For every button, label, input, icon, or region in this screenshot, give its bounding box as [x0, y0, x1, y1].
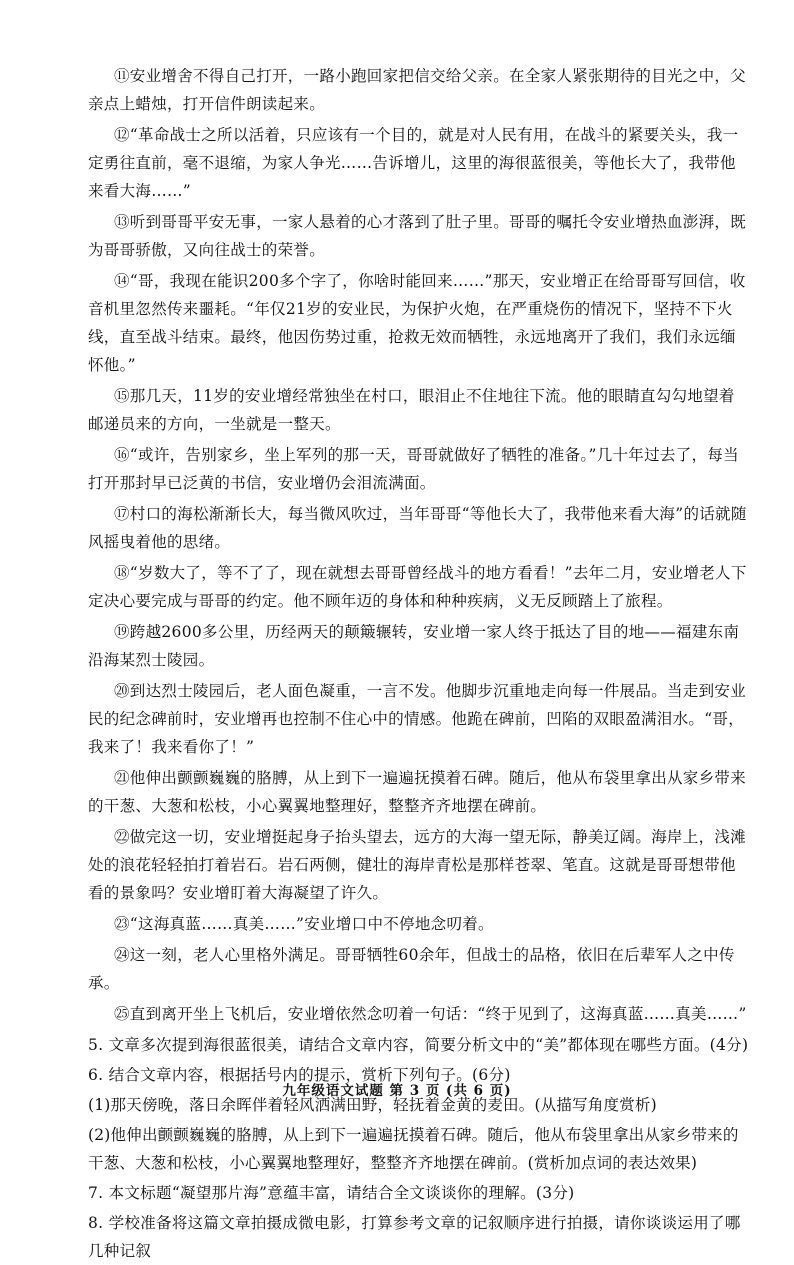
paragraph-18: ⑱“岁数大了，等不了了，现在就想去哥哥曾经战斗的地方看看！”去年二月，安业增老人下定决心要完成与哥哥的约定。他不顾年迈的身体和种种疾病，义无反顾踏上了旅程。	[88, 564, 747, 610]
paragraph-19: ⑲跨越2600多公里，历经两天的颠簸辗转，安业增一家人终于抵达了目的地——福建东南沿海某烈士陵园。	[88, 623, 740, 669]
paragraph-16: ⑯“或许，告别家乡，坐上军列的那一天，哥哥就做好了牺牲的准备。”几十年过去了，每当打开那封早已泛黄的书信，安业增仍会泪流满面。	[88, 446, 739, 492]
paragraph-15: ⑮那几天，11岁的安业增经常独坐在村口，眼泪止不住地往下流。他的眼睛直勾勾地望着邮递员来的方向，一坐就是一整天。	[88, 387, 735, 433]
question-7: 7. 本文标题“凝望那片海”意蕴丰富，请结合全文谈谈你的理解。(3分)	[88, 1184, 575, 1202]
paragraph-11: ⑪安业增舍不得自己打开，一路小跑回家把信交给父亲。在全家人紧张期待的目光之中，父亲点上蜡烛，打开信件朗读起来。	[88, 67, 747, 113]
paragraph-12: ⑫“革命战士之所以活着，只应该有一个目的，就是对人民有用，在战斗的紧要关头，我一定勇往直前，毫不退缩，为家人争光……告诉增儿，这里的海很蓝很美，等他长大了，我带他来看大海……”	[88, 126, 739, 200]
paragraph-24: ㉔这一刻，老人心里格外满足。哥哥牺牲60余年，但战士的品格，依旧在后辈军人之中传承。	[88, 946, 735, 992]
questions	[88, 1031, 750, 1265]
question-6-part-1: (1)那天傍晚，落日余晖伴着轻风洒满田野，轻抚着金黄的麦田。(从描写角度赏析)	[88, 1096, 657, 1114]
paragraph-13: ⑬听到哥哥平安无事，一家人悬着的心才落到了肚子里。哥哥的嘱托令安业增热血澎湃，既为哥哥骄傲，又向往战士的荣誉。	[88, 213, 747, 259]
paragraph-20: ⑳到达烈士陵园后，老人面色凝重，一言不发。他脚步沉重地走向每一件展品。当走到安业民的纪念碑前时，安业增再也控制不住心中的情感。他跪在碑前，凹陷的双眼盈满泪水。“哥，我来了！我来看你了！”	[88, 682, 747, 756]
paragraph-23: ㉓“这海真蓝……真美……”安业增口中不停地念叨着。	[114, 915, 494, 933]
question-6: 6. 结合文章内容，根据括号内的提示，赏析下列句子。(6分)	[88, 1066, 511, 1084]
passage	[88, 62, 750, 1028]
paragraph-17: ⑰村口的海松渐渐长大，每当微风吹过，当年哥哥“等他长大了，我带他来看大海”的话就随风摇曳着他的思绪。	[88, 505, 747, 551]
paragraph-14: ⑭“哥，我现在能识200多个字了，你啥时能回来……”那天，安业增正在给哥哥写回信，收音机里忽然传来噩耗。“年仅21岁的安业民，为保护火炮，在严重烧伤的情况下，坚持不下火线，直至战斗结束。最终，他因伤势过重，抢救无效而牺牲，永远地离开了我们，我们永远缅怀他。”	[88, 272, 746, 374]
paragraph-22: ㉒做完这一切，安业增挺起身子抬头望去，远方的大海一望无际，静美辽阔。海岸上，浅滩处的浪花轻轻拍打着岩石。岩石两侧，健壮的海岸青松是那样苍翠、笔直。这就是哥哥想带他看的景象吗？安业增盯着大海凝望了许久。	[88, 828, 747, 902]
page-footer: 九年级语文试题 第 3 页 (共 6 页)	[282, 1083, 512, 1099]
question-6-part-2: (2)他伸出颤颤巍巍的胳膊，从上到下一遍遍抚摸着石碑。随后，他从布袋里拿出从家乡带来的干葱、大葱和松枝，小心翼翼地整理好，整整齐齐地摆在碑前。(赏析加点词的表达效果)	[88, 1126, 739, 1172]
question-8: 8. 学校准备将这篇文章拍摄成微电影，打算参考文章的记叙顺序进行拍摄，请你谈谈运用了哪几种记叙	[88, 1214, 741, 1260]
paragraph-21: ㉑他伸出颤颤巍巍的胳膊，从上到下一遍遍抚摸着石碑。随后，他从布袋里拿出从家乡带来的干葱、大葱和松枝，小心翼翼地整理好，整整齐齐地摆在碑前。	[88, 769, 747, 815]
paragraph-25: ㉕直到离开坐上飞机后，安业增依然念叨着一句话：“终于见到了，这海真蓝……真美……”	[114, 1005, 747, 1023]
question-5: 5. 文章多次提到海很蓝很美，请结合文章内容，简要分析文中的“美”都体现在哪些方面。(4分)	[88, 1036, 749, 1054]
